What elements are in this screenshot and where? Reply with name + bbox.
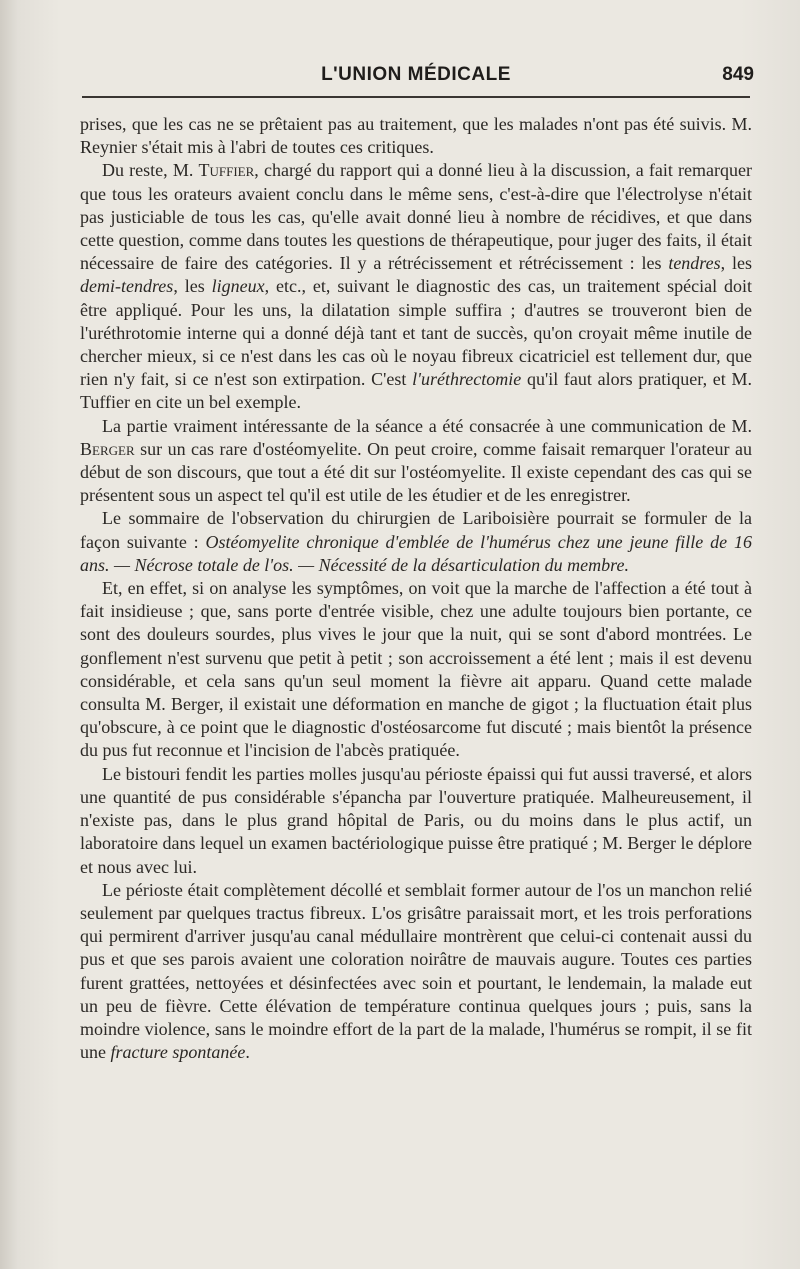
text-run: La partie vraiment intéressante de la séance a été consacrée à une communication de M. <box>102 415 752 436</box>
text-run: sur un cas rare d'ostéomyelite. On peut croire, comme faisait remarquer l'orateur au début de son discours, que tout a été dit sur l'ostéomyelite. Il existe cependant des cas qui se présentent sous un aspect tel qu'il est utile de les étudier et de les enregistrer. <box>80 438 752 506</box>
paragraph <box>80 159 752 414</box>
paragraph <box>80 577 752 763</box>
small-caps-name: Berger <box>80 438 135 459</box>
text-run: , etc., et, suivant le diagnostic des cas, un traitement spécial doit être appliqué. Pour les uns, la dilatation simple suffira ; d'autres se trouveront bien de l'uréthrotomie interne qui a donné déjà tant et tant de succès, qu'on croyait même inutile de chercher mieux, si ce n'est dans les cas où le noyau fibreux cicatriciel est tellement dur, que rien n'y fait, si ce n'est son extirpation. C'est <box>80 276 752 390</box>
text-run: Le périoste était complètement décollé et semblait former autour de l'os un manchon relié seulement par quelques tractus fibreux. L'os grisâtre paraissait mort, et les trois perforations qui permirent d'arriver jusqu'au canal médullaire montrèrent que celui-ci contenait aussi du pus et que ses parois avaient une coloration noirâtre de mauvais augure. Toutes ces parties furent grattées, nettoyées et désinfectées avec soin et pourtant, le lendemain, la malade eut un peu de fièvre. Cette élévation de température continua quelques jours ; puis, sans la moindre violence, sans le moindre effort de la part de la malade, l'humérus se rompit, il se fit une <box>80 879 752 1063</box>
text-run: . <box>245 1042 250 1063</box>
italic-text: l'uréthrectomie <box>412 369 522 390</box>
text-run: prises, que les cas ne se prêtaient pas au traitement, que les malades n'ont pas été suivis. M. Reynier s'était mis à l'abri de toutes ces critiques. <box>80 114 752 158</box>
text-run: , les <box>173 276 212 297</box>
paragraph <box>80 879 752 1065</box>
italic-text: Ostéomyelite chronique d'emblée de l'humérus chez une jeune fille de 16 ans. — Nécrose totale de l'os. — Nécessité de la désarticulation du membre. <box>80 531 752 575</box>
page-number: 849 <box>722 64 754 85</box>
running-title: L'UNION MÉDICALE <box>321 64 511 85</box>
paragraph <box>80 415 752 508</box>
italic-text: fracture spontanée <box>110 1042 246 1063</box>
text-run: Le bistouri fendit les parties molles jusqu'au périoste épaissi qui fut aussi traversé, et alors une quantité de pus considérable s'épancha par l'ouverture pratiquée. Malheureusement, il n'existe pas, dans le plus grand hôpital de Paris, ou du moins dans le plus actif, un laboratoire dans lequel un examen bactériologique puisse être pratiqué ; M. Berger le déplore et nous avec lui. <box>80 763 752 877</box>
text-run: qu'il faut alors pratiquer, et M. Tuffier en cite un bel exemple. <box>80 369 752 413</box>
italic-text: demi-tendres <box>80 276 174 297</box>
page-header <box>78 56 754 92</box>
text-run: , les <box>720 253 752 274</box>
text-run: Du reste, M. <box>102 160 199 181</box>
small-caps-name: Tuffier <box>198 160 255 181</box>
paragraph <box>80 113 752 159</box>
italic-text: tendres <box>668 253 721 274</box>
text-run: Le sommaire de l'observation du chirurgien de Lariboisière pourrait se formuler de la façon suivante : <box>80 508 752 552</box>
italic-text: ligneux <box>211 276 265 297</box>
text-run: , chargé du rapport qui a donné lieu à la discussion, a fait remarquer que tous les orateurs avaient conclu dans le même sens, c'est-à-dire que l'électrolyse n'était pas justiciable de tous les cas, qu'elle avait donné lieu à nombre de récidives, et que dans cette question, comme dans toutes les questions de thérapeutique, pour juger des faits, il était nécessaire de faire des catégories. Il y a rétrécissement et rétrécissement : les <box>80 160 753 274</box>
article-body <box>80 113 752 1064</box>
text-run: Et, en effet, si on analyse les symptômes, on voit que la marche de l'affection a été tout à fait insidieuse ; que, sans porte d'entrée visible, chez une adulte toujours bien portante, ce sont des douleurs sourdes, plus vives le jour que la nuit, qui se sont d'abord montrées. Le gonflement n'est survenu que petit à petit ; son accroissement a été lent ; mais il est devenu considérable, et cela sans qu'un seul moment la fièvre ait apparu. Quand cette malade consulta M. Berger, il existait une déformation en manche de gigot ; la fluctuation était plus qu'obscure, à ce point que le diagnostic d'ostéosarcome fut discuté ; mais bientôt la présence du pus fut reconnue et l'incision de l'abcès pratiquée. <box>80 578 752 761</box>
header-rule <box>82 96 750 98</box>
paragraph <box>80 763 752 879</box>
paragraph <box>80 507 752 577</box>
